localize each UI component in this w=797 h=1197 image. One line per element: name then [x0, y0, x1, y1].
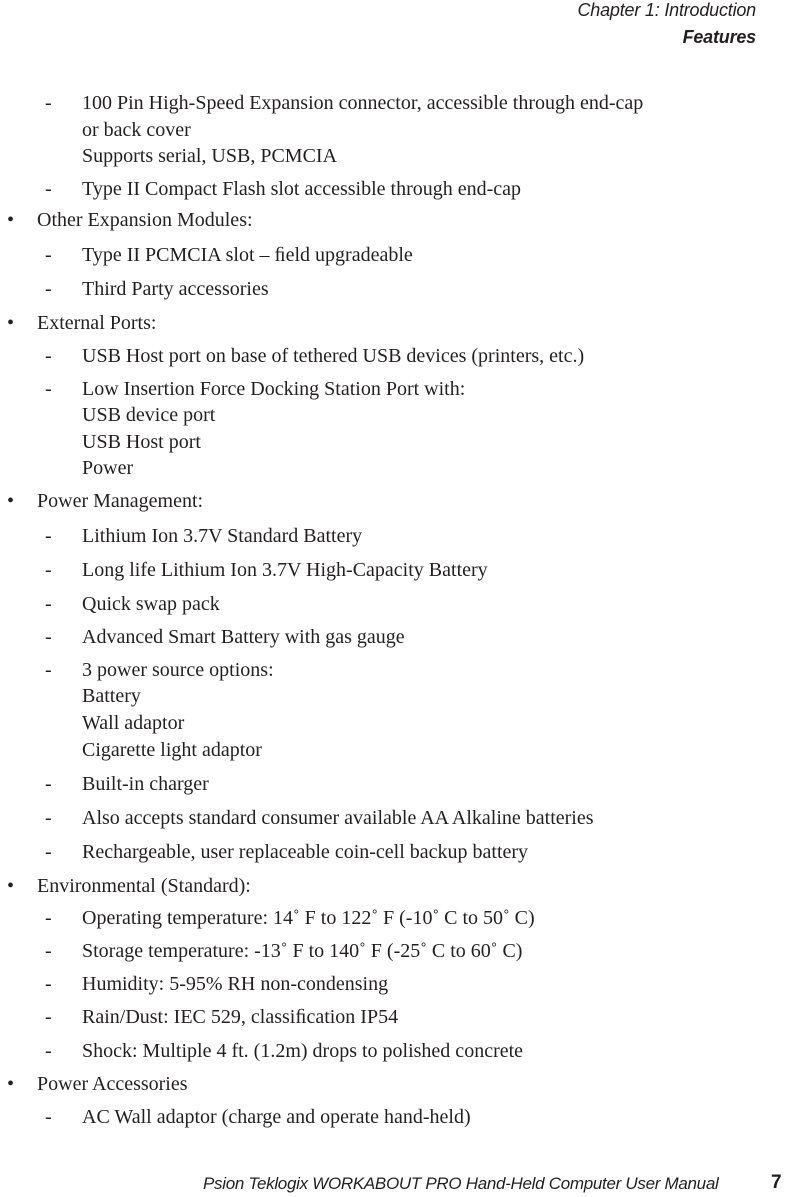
dash-marker: -: [45, 807, 52, 829]
page-number: 7: [771, 1172, 782, 1193]
dash-marker: -: [45, 973, 52, 995]
list-item-continuation: USB Host port: [82, 431, 201, 453]
list-item: Quick swap pack: [82, 593, 220, 615]
list-item: Rechargeable, user replaceable coin-cell backup battery: [82, 841, 529, 863]
list-item-continuation: or back cover: [82, 119, 191, 141]
dash-marker: -: [45, 92, 52, 114]
dash-marker: -: [45, 626, 52, 648]
list-item: Also accepts standard consumer available AA Alkaline batteries: [82, 807, 594, 829]
list-item: Humidity: 5-95% RH non-condensing: [82, 973, 389, 995]
bullet-marker: •: [7, 209, 15, 231]
list-item-continuation: Battery: [82, 685, 141, 707]
dash-marker: -: [45, 278, 52, 300]
dash-marker: -: [45, 593, 52, 615]
list-item: Low Insertion Force Docking Station Port with:: [82, 378, 466, 400]
dash-marker: -: [45, 559, 52, 581]
bullet-marker: •: [7, 1073, 15, 1095]
list-item-continuation: Cigarette light adaptor: [82, 739, 262, 761]
list-heading: External Ports:: [37, 312, 157, 334]
running-header-section: Features: [682, 27, 756, 47]
list-heading: Power Management:: [37, 490, 204, 512]
list-item: AC Wall adaptor (charge and operate hand-held): [82, 1106, 471, 1128]
list-item: Built-in charger: [82, 773, 209, 795]
list-item: 3 power source options:: [82, 659, 274, 681]
list-item: Rain/Dust: IEC 529, classiﬁcation IP54: [82, 1006, 399, 1028]
list-item-continuation: USB device port: [82, 404, 216, 426]
footer-manual-title: Psion Teklogix WORKABOUT PRO Hand-Held Computer User Manual: [203, 1174, 719, 1193]
list-item: Storage temperature: -13˚ F to 140˚ F (-25˚ C to 60˚ C): [82, 940, 523, 962]
list-item: Type II PCMCIA slot – ﬁeld upgradeable: [82, 244, 413, 266]
dash-marker: -: [45, 841, 52, 863]
dash-marker: -: [45, 1106, 52, 1128]
list-heading: Environmental (Standard):: [37, 875, 251, 897]
dash-marker: -: [45, 345, 52, 367]
dash-marker: -: [45, 1040, 52, 1062]
dash-marker: -: [45, 773, 52, 795]
list-item: Shock: Multiple 4 ft. (1.2m) drops to polished concrete: [82, 1040, 524, 1062]
bullet-marker: •: [7, 875, 15, 897]
bullet-marker: •: [7, 312, 15, 334]
bullet-marker: •: [7, 490, 15, 512]
list-item-continuation: Power: [82, 457, 134, 479]
list-item: Lithium Ion 3.7V Standard Battery: [82, 525, 363, 547]
running-header-chapter: Chapter 1: Introduction: [577, 0, 756, 20]
list-heading: Power Accessories: [37, 1073, 188, 1095]
list-item: Operating temperature: 14˚ F to 122˚ F (-10˚ C to 50˚ C): [82, 907, 535, 929]
list-item: Long life Lithium Ion 3.7V High-Capacity Battery: [82, 559, 488, 581]
list-heading: Other Expansion Modules:: [37, 209, 253, 231]
dash-marker: -: [45, 1006, 52, 1028]
dash-marker: -: [45, 244, 52, 266]
list-item: Type II Compact Flash slot accessible through end-cap: [82, 178, 522, 200]
list-item-continuation: Supports serial, USB, PCMCIA: [82, 145, 338, 167]
list-item: Advanced Smart Battery with gas gauge: [82, 626, 405, 648]
list-item: Third Party accessories: [82, 278, 269, 300]
dash-marker: -: [45, 907, 52, 929]
dash-marker: -: [45, 525, 52, 547]
dash-marker: -: [45, 378, 52, 400]
dash-marker: -: [45, 940, 52, 962]
dash-marker: -: [45, 659, 52, 681]
list-item: USB Host port on base of tethered USB devices (printers, etc.): [82, 345, 585, 367]
list-item-continuation: Wall adaptor: [82, 712, 185, 734]
list-item: 100 Pin High-Speed Expansion connector, accessible through end-cap: [82, 92, 644, 114]
dash-marker: -: [45, 178, 52, 200]
